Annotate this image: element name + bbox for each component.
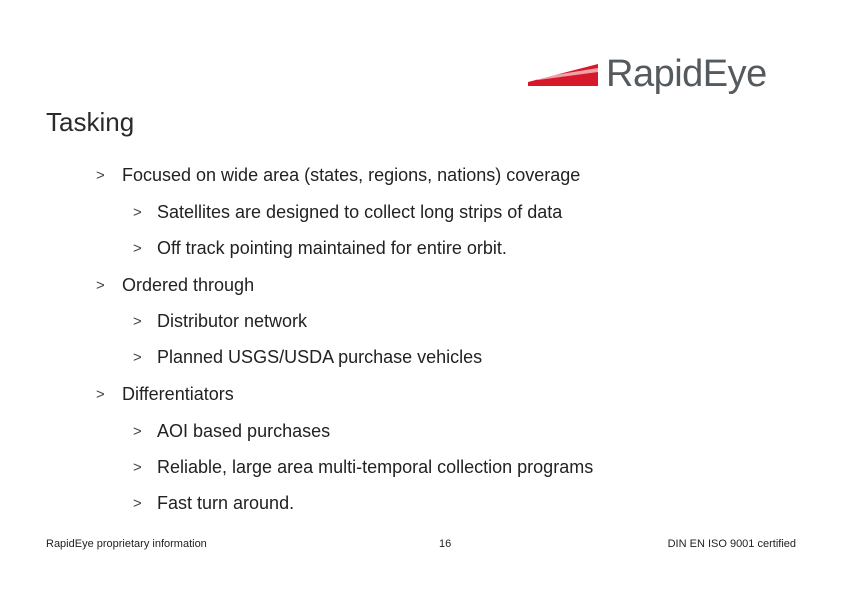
logo-wordmark: RapidEye xyxy=(606,53,767,95)
logo-swoosh-icon xyxy=(528,56,604,92)
bullet-text: Off track pointing maintained for entire orbit. xyxy=(157,238,507,258)
footer-left-text: RapidEye proprietary information xyxy=(46,538,207,550)
bullet-marker: > xyxy=(133,240,142,257)
page-number: 16 xyxy=(439,538,452,550)
bullet-marker: > xyxy=(96,386,105,403)
bullet-text: Distributor network xyxy=(157,311,308,331)
rapideye-logo xyxy=(528,52,788,96)
bullet-text: Differentiators xyxy=(122,384,234,404)
footer-right-text: DIN EN ISO 9001 certified xyxy=(667,538,796,550)
bullet-text: Focused on wide area (states, regions, nations) coverage xyxy=(122,165,581,185)
bullet-marker: > xyxy=(96,277,105,294)
bullet-text: Reliable, large area multi-temporal collection programs xyxy=(157,457,594,477)
bullet-marker: > xyxy=(133,423,142,440)
bullet-text: Ordered through xyxy=(122,275,255,295)
bullet-text: Satellites are designed to collect long strips of data xyxy=(157,202,563,222)
bullet-marker: > xyxy=(96,167,105,184)
bullet-text: Fast turn around. xyxy=(157,493,295,513)
bullet-marker: > xyxy=(133,313,142,330)
bullet-text: AOI based purchases xyxy=(157,421,331,441)
bullet-marker: > xyxy=(133,459,142,476)
slide-title: Tasking xyxy=(46,107,135,137)
bullet-marker: > xyxy=(133,495,142,512)
bullet-marker: > xyxy=(133,204,142,221)
bullet-marker: > xyxy=(133,349,142,366)
bullet-text: Planned USGS/USDA purchase vehicles xyxy=(157,347,483,367)
